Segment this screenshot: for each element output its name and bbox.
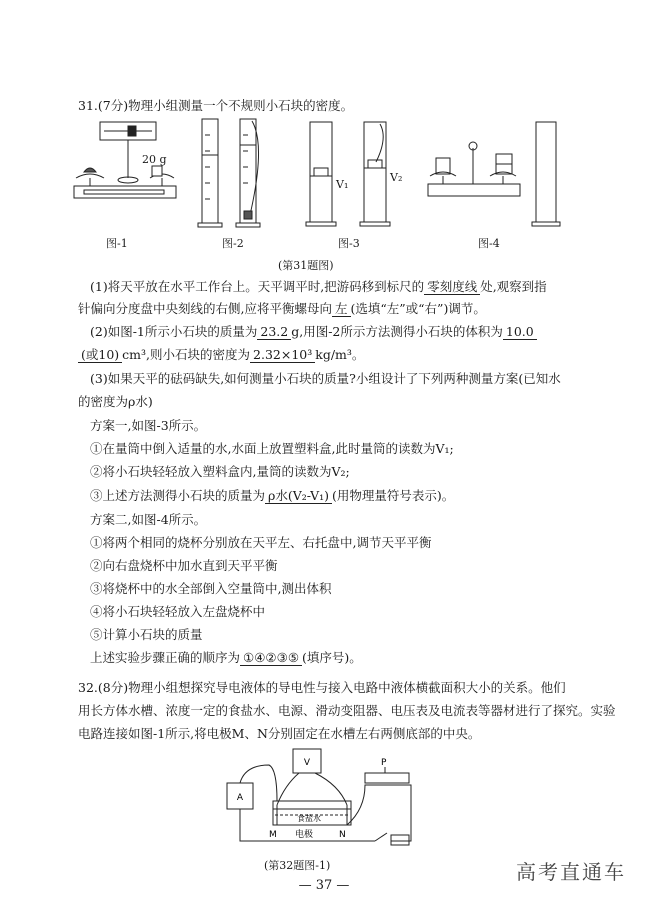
- electrode-label: 电极: [295, 830, 314, 840]
- q31-order-text-a: 上述实验步骤正确的顺序为: [90, 650, 241, 665]
- q31-part2-answer2b: (或10): [78, 347, 122, 363]
- figure-1-label: 图-1: [106, 237, 128, 250]
- q31-order: [90, 650, 362, 666]
- m-label: M: [269, 830, 277, 840]
- q31-part2-text-b: g,用图-2所示方法测得小石块的体积为: [291, 324, 503, 339]
- figure-4-label: 图-4: [478, 237, 500, 250]
- q31-plan1-step3-text-b: (用物理量符号表示)。: [332, 488, 455, 503]
- q31-part2-answer2: 10.0: [503, 324, 537, 340]
- watermark: 高考直通车: [516, 860, 626, 884]
- q31-part1-line1: [90, 279, 547, 295]
- q31-plan1-step3-answer: ρ水(V₂-V₁): [265, 488, 332, 504]
- q31-order-answer: ①④②③⑤: [240, 650, 302, 666]
- figure-1-weight-label: 20 g: [142, 153, 167, 166]
- q31-plan2-step1: ①将两个相同的烧杯分别放在天平左、右托盘中,调节天平平衡: [90, 535, 432, 550]
- figure-31-caption: (第31题图): [278, 259, 334, 272]
- n-label: N: [339, 830, 346, 840]
- figure-32-caption: (第32题图-1): [264, 859, 331, 872]
- q31-plan1: 方案一,如图-3所示。: [90, 418, 207, 433]
- q31-part3-line1: (3)如果天平的砝码缺失,如何测量小石块的质量?小组设计了下列两种测量方案(已知水: [90, 371, 561, 386]
- q31-plan1-step3-text-a: ③上述方法测得小石块的质量为: [90, 488, 266, 503]
- q31-title: 31.(7分)物理小组测量一个不规则小石块的密度。: [78, 98, 354, 113]
- q31-part2-answer1: 23.2: [257, 324, 291, 340]
- salt-water-label: 食盐水: [297, 814, 321, 823]
- page-number: — 37 —: [298, 878, 350, 893]
- q32-line2: 用长方体水槽、浓度一定的食盐水、电源、滑动变阻器、电压表及电流表等器材进行了探究。实验: [78, 703, 616, 718]
- figure-4-balance: [426, 118, 566, 233]
- q31-plan2-step4: ④将小石块轻轻放入左盘烧杯中: [90, 604, 266, 619]
- q31-part1-text-c: 针偏向分度盘中央刻线的右侧,应将平衡螺母向: [78, 301, 332, 316]
- q32-line1: 32.(8分)物理小组想探究导电液体的导电性与接入电路中液体横截面积大小的关系。他们: [78, 680, 566, 695]
- figure-32-circuit: [215, 745, 425, 855]
- q32-line3: 电路连接如图-1所示,将电极M、N分别固定在水槽左右两侧底部的中央。: [78, 726, 481, 741]
- figure-3-v1-label: V₁: [336, 178, 349, 191]
- p-label: P: [381, 758, 387, 768]
- q31-plan2: 方案二,如图-4所示。: [90, 512, 207, 527]
- q31-part1-text-d: (选填“左”或“右”)调节。: [350, 301, 486, 316]
- q31-part3-line2: 的密度为ρ水): [78, 394, 153, 409]
- figure-2-label: 图-2: [222, 237, 244, 250]
- q31-part2-line2: [78, 347, 364, 363]
- q31-part2-text-c: cm³,则小石块的密度为: [122, 347, 251, 362]
- q31-part2-text-d: kg/m³。: [315, 347, 365, 362]
- q31-plan1-step3: [90, 488, 454, 504]
- q31-part1-answer1: 零刻度线: [424, 279, 480, 295]
- figure-3-v2-label: V₂: [390, 171, 403, 184]
- q31-plan2-step2: ②向右盘烧杯中加水直到天平平衡: [90, 558, 278, 573]
- q31-part1-answer2: 左: [332, 301, 351, 317]
- q31-plan2-step3: ③将烧杯中的水全部倒入空量筒中,测出体积: [90, 581, 332, 596]
- q31-order-text-b: (填序号)。: [302, 650, 362, 665]
- voltmeter-label: V: [303, 758, 311, 768]
- q31-part2-answer3: 2.32×10³: [250, 347, 315, 363]
- q31-part2-text-a: (2)如图-1所示小石块的质量为: [90, 324, 258, 339]
- q31-part1-text-a: (1)将天平放在水平工作台上。天平调平时,把游码移到标尺的: [90, 279, 425, 294]
- q31-part1-line2: [78, 301, 486, 317]
- q31-plan2-step5: ⑤计算小石块的质量: [90, 627, 203, 642]
- figure-3-label: 图-3: [338, 237, 360, 250]
- q31-plan1-step1: ①在量筒中倒入适量的水,水面上放置塑料盒,此时量筒的读数为V₁;: [90, 441, 454, 456]
- q31-part1-text-b: 处,观察到指: [480, 279, 547, 294]
- q31-plan1-step2: ②将小石块轻轻放入塑料盒内,量筒的读数为V₂;: [90, 464, 350, 479]
- figure-2-cylinders: [196, 115, 272, 235]
- ammeter-label: A: [236, 793, 244, 803]
- q31-part2-line1: [90, 324, 537, 340]
